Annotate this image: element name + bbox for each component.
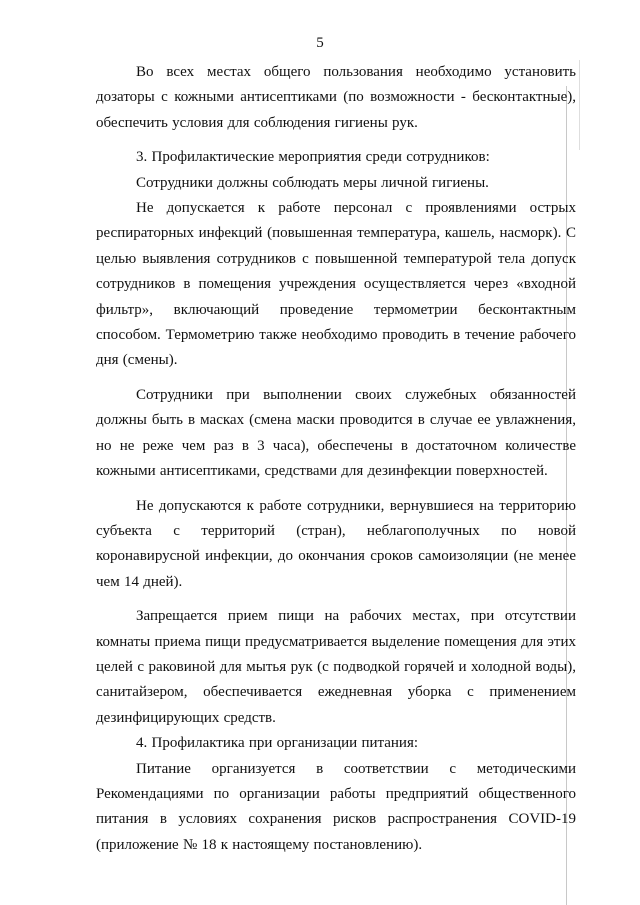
document-body	[96, 60, 576, 858]
paragraph-gap	[96, 595, 576, 604]
paragraph-eating-rules: Запрещается прием пищи на рабочих местах, при отсутствии комнаты приема пищи предусматривается выделение помещения для этих целей с раковиной для мытья рук (с подводкой горячей и холодной воды), санитайзером, обеспечивается ежедневная уборка с применением дезинфицирующих средств.	[96, 608, 576, 726]
scan-artifact-line-secondary	[579, 60, 580, 150]
section-heading-staff-measures: 3. Профилактические мероприятия среди сотрудников:	[136, 149, 490, 166]
paragraph-sanitizers: Во всех местах общего пользования необходимо установить дозаторы с кожными антисептиками (по возможности - бесконтактные), обеспечить условия для соблюдения гигиены рук.	[96, 64, 576, 131]
page-number: 5	[316, 35, 324, 51]
paragraph-personal-hygiene: Сотрудники должны соблюдать меры личной гигиены.	[136, 174, 489, 191]
paragraph-illness-screening: Не допускается к работе персонал с проявлениями острых респираторных инфекций (повышенная температура, кашель, насморк). С целью выявления сотрудников с повышенной температурой тела допуск сотрудников в помещения учреждения осуществляется через «входной фильтр», включающий проведение термометрии бесконтактным способом. Термометрию также необходимо проводить в течение рабочего дня (смены).	[96, 200, 576, 369]
paragraph-gap	[96, 485, 576, 494]
paragraph-masks: Сотрудники при выполнении своих служебных обязанностей должны быть в масках (смена маски проводится в случае ее увлажнения, но не реже чем раз в 3 часа), обеспечены в достаточном количестве кожными антисептиками, средствами для дезинфекции поверхностей.	[96, 386, 576, 480]
paragraph-gap	[96, 374, 576, 383]
paragraph-gap	[96, 136, 576, 145]
paragraph-catering-recommendations: Питание организуется в соответствии с методическими Рекомендациями по организации работы предприятий общественного питания в условиях сохранения рисков распространения COVID-19 (приложение № 18 к настоящему постановлению).	[96, 760, 576, 853]
paragraph-self-isolation: Не допускаются к работе сотрудники, вернувшиеся на территорию субъекта с территорий (стран), неблагополучных по новой коронавирусной инфекции, до окончания сроков самоизоляции (не менее чем 14 дней).	[96, 497, 576, 590]
section-heading-catering: 4. Профилактика при организации питания:	[136, 735, 419, 752]
